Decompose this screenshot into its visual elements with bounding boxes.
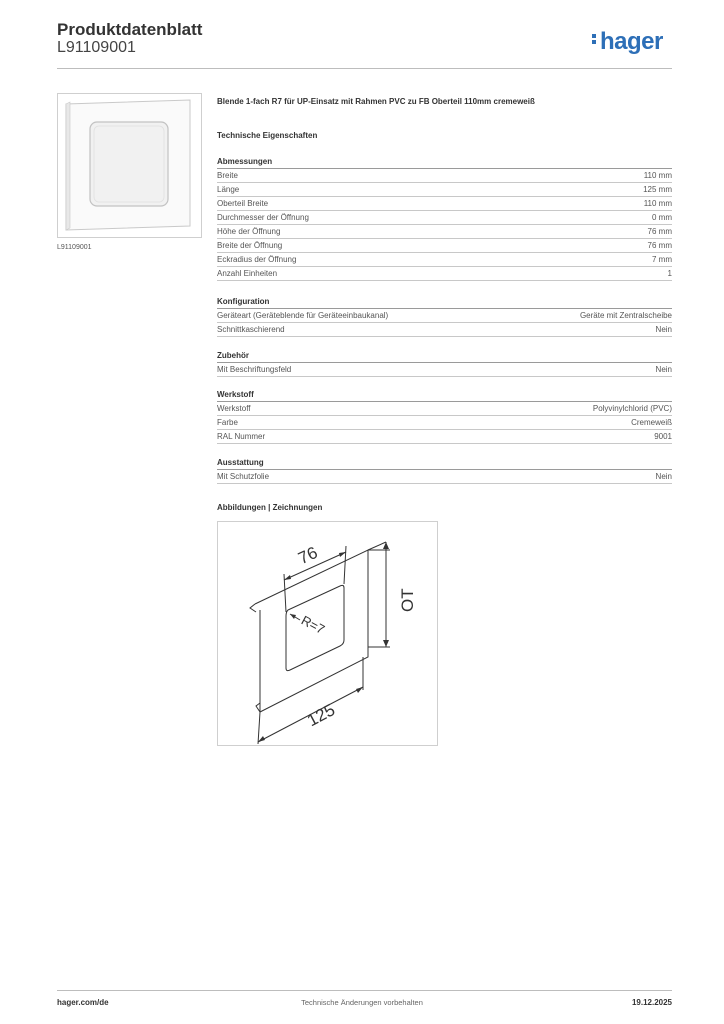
dim-radius-label: R=7 xyxy=(298,612,328,638)
spec-row xyxy=(217,416,672,430)
spec-value: 1 xyxy=(667,269,672,278)
spec-section-heading: Ausstattung xyxy=(217,456,672,470)
spec-value: 110 mm xyxy=(643,199,672,208)
spec-value: Nein xyxy=(655,365,672,374)
spec-label: Oberteil Breite xyxy=(217,199,269,208)
drawings-heading: Abbildungen | Zeichnungen xyxy=(217,503,323,512)
spec-row xyxy=(217,323,672,337)
cover-plate-icon xyxy=(58,94,201,237)
spec-section-heading: Werkstoff xyxy=(217,388,672,402)
footer-divider xyxy=(57,990,672,991)
spec-row xyxy=(217,211,672,225)
spec-value: Nein xyxy=(655,325,672,334)
spec-value: Nein xyxy=(655,472,672,481)
spec-label: Anzahl Einheiten xyxy=(217,269,278,278)
spec-label: Breite der Öffnung xyxy=(217,241,283,250)
spec-section xyxy=(217,388,672,444)
spec-label: Geräteart (Geräteblende für Geräteeinbaukanal) xyxy=(217,311,389,320)
spec-section xyxy=(217,349,672,377)
spec-section-heading: Abmessungen xyxy=(217,155,672,169)
logo-dots-icon xyxy=(592,32,598,46)
product-image-caption: L91109001 xyxy=(57,244,92,251)
dim-width-label: 76 xyxy=(295,542,321,569)
spec-value: 76 mm xyxy=(647,227,672,236)
footer-notice: Technische Änderungen vorbehalten xyxy=(301,998,423,1007)
spec-row xyxy=(217,197,672,211)
spec-value: 9001 xyxy=(654,432,672,441)
page-title: Produktdatenblatt xyxy=(57,20,203,39)
logo-text: hager xyxy=(600,28,663,55)
spec-value: Cremeweiß xyxy=(631,418,672,427)
spec-label: Breite xyxy=(217,171,238,180)
dim-length-label: 125 xyxy=(304,700,339,731)
spec-value: Polyvinylchlorid (PVC) xyxy=(592,404,672,413)
spec-value: 125 mm xyxy=(643,185,672,194)
spec-value: Geräte mit Zentralscheibe xyxy=(579,311,672,320)
dimension-drawing-icon xyxy=(218,522,437,745)
brand-logo xyxy=(592,28,663,56)
dim-height-label: OT xyxy=(398,588,417,612)
spec-label: Farbe xyxy=(217,418,238,427)
spec-value: 110 mm xyxy=(643,171,672,180)
technical-drawing xyxy=(217,521,438,746)
spec-row xyxy=(217,470,672,484)
spec-row xyxy=(217,239,672,253)
spec-row xyxy=(217,430,672,444)
spec-row xyxy=(217,225,672,239)
header-divider xyxy=(57,68,672,69)
spec-row xyxy=(217,363,672,377)
footer-website: hager.com/de xyxy=(57,998,109,1007)
product-image xyxy=(57,93,202,238)
spec-section xyxy=(217,155,672,281)
spec-label: Durchmesser der Öffnung xyxy=(217,213,309,222)
spec-row xyxy=(217,402,672,416)
product-description: Blende 1-fach R7 für UP-Einsatz mit Rahmen PVC zu FB Oberteil 110mm cremeweiß xyxy=(217,97,535,106)
spec-label: Höhe der Öffnung xyxy=(217,227,281,236)
spec-section xyxy=(217,456,672,484)
footer-date: 19.12.2025 xyxy=(631,998,672,1007)
spec-value: 76 mm xyxy=(647,241,672,250)
spec-label: Mit Beschriftungsfeld xyxy=(217,365,292,374)
spec-label: Werkstoff xyxy=(217,404,251,413)
spec-row xyxy=(217,183,672,197)
spec-row xyxy=(217,309,672,323)
product-number: L91109001 xyxy=(57,39,136,56)
spec-value: 7 mm xyxy=(652,255,672,264)
spec-label: Eckradius der Öffnung xyxy=(217,255,297,264)
spec-section xyxy=(217,295,672,337)
spec-section-heading: Zubehör xyxy=(217,349,672,363)
spec-row xyxy=(217,169,672,183)
spec-label: Länge xyxy=(217,185,240,194)
spec-label: RAL Nummer xyxy=(217,432,266,441)
spec-label: Mit Schutzfolie xyxy=(217,472,270,481)
spec-row xyxy=(217,267,672,281)
spec-section-heading: Konfiguration xyxy=(217,295,672,309)
spec-value: 0 mm xyxy=(652,213,672,222)
spec-label: Schnittkaschierend xyxy=(217,325,285,334)
tech-properties-heading: Technische Eigenschaften xyxy=(217,131,318,140)
spec-row xyxy=(217,253,672,267)
